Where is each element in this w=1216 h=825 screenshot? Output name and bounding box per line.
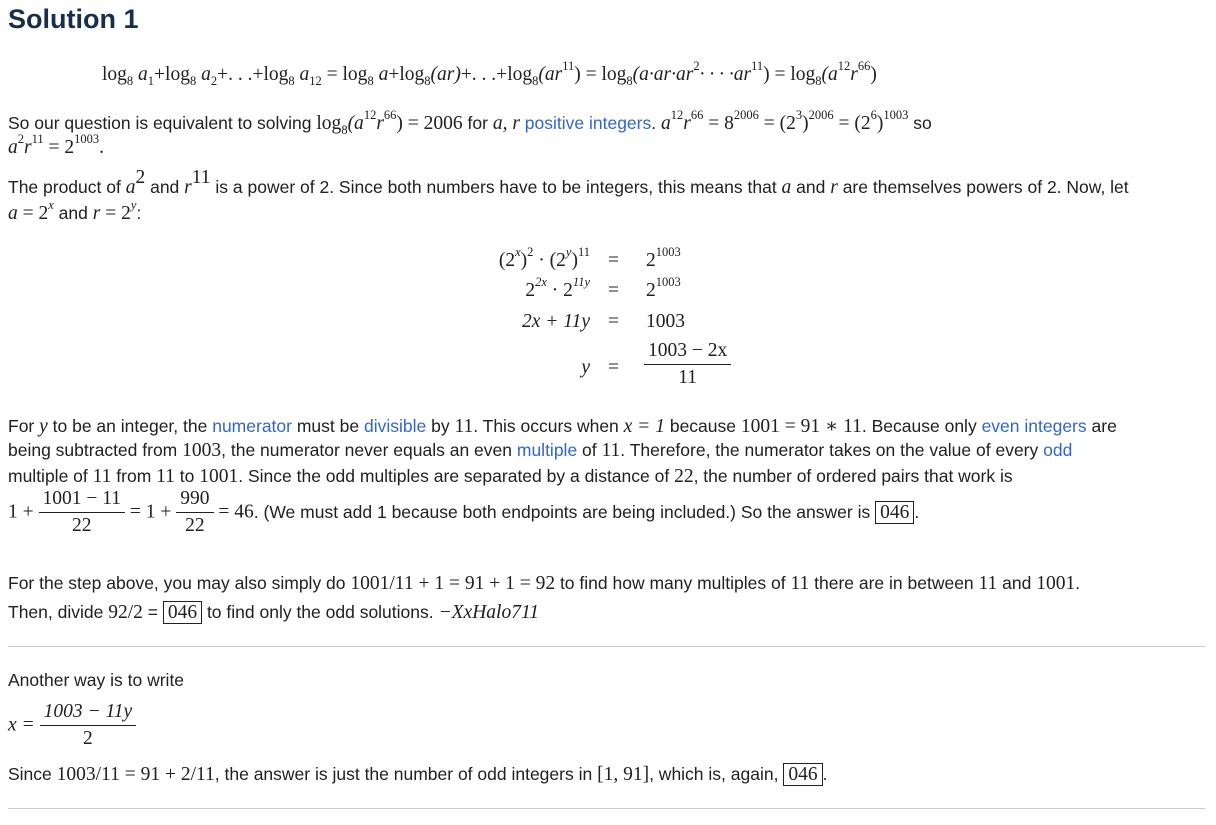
paragraph-since: Since 1003/11 = 91 + 2/11, the answer is just the number of odd integers in [1, 91], which is, again, 046 . xyxy=(8,764,828,785)
section-heading: Solution 1 xyxy=(8,4,139,34)
equation-a2r11: $a^2r^{11} = 2^{1003}$. xyxy=(8,131,105,158)
answer-box: 046 xyxy=(783,763,822,786)
paragraph-alternative-step: For the step above, you may also simply do 1001/11 + 1 = 91 + 1 = 92 to find how many multiples of 11 there are in between 11 and 1001. xyxy=(8,573,1081,594)
paragraph-alternative-line2: Then, divide 92/2 = 046 to find only the odd solutions. −XxHalo711 xyxy=(8,602,540,623)
link-even-integers[interactable]: even integers xyxy=(981,416,1087,436)
align-row3-eq: = xyxy=(608,311,619,332)
log-sum-equation: $\log_8 a_1+\log_8$ $a_2+$. . $.+\log_8$ $a_{12} = \log_8 a+\log_8(ar)+$. . $.+\log_8(ar^{11}) = \log_8(a\cdot ar\cdot ar^2\cdot$ · · $\cdot ar^{11}) = \log_8(a^{12}r^{66})$ xyxy=(102,58,877,88)
paragraph-integer-line4: 1 + $\frac{1001 - 11}{22}$ = 1 + $\frac{990}{22}$ = 46. (We must add 1 because both endpoints are being included.) So the answer is 046 . xyxy=(8,488,920,536)
align-row1-left: $(2^x)^2 \cdot (2^y)^{11}$ xyxy=(498,244,590,271)
align-row2-right: $2^{1003}$ xyxy=(646,274,681,301)
link-odd[interactable]: odd xyxy=(1043,440,1073,460)
answer-box: 046 xyxy=(875,501,914,524)
link-positive-integers[interactable]: positive integers xyxy=(524,113,652,133)
link-divisible[interactable]: divisible xyxy=(363,416,427,436)
paragraph-another-way: Another way is to write xyxy=(8,670,185,690)
paragraph-integer-line2: being subtracted from 1003, the numerator never equals an even multiple of 11. Therefore, the numerator takes on the value of every odd xyxy=(8,440,1073,461)
link-multiple[interactable]: multiple xyxy=(516,440,578,460)
fraction-y: $\frac{1003 - 2x}{11}$ xyxy=(644,338,731,391)
align-row3-right: 1003 xyxy=(646,311,685,332)
align-row4-eq: = xyxy=(608,357,619,378)
align-row3-left: 2x + 11y xyxy=(521,311,590,332)
link-numerator[interactable]: numerator xyxy=(212,416,292,436)
answer-box: 046 xyxy=(163,601,202,624)
align-row2-eq: = xyxy=(608,280,619,301)
paragraph-powers-of-two: The product of $a^2$ and $r^{11}$ is a power of 2. Since both numbers have to be integers, this means that a and r are themselves powers of 2. Now, let xyxy=(8,167,1129,198)
paragraph-integer-line3: multiple of 11 from 11 to 1001. Since the odd multiples are separated by a distance of 22, the number of ordered pairs that work is xyxy=(8,466,1013,487)
let-definitions: $a = 2^x$ and $r = 2^y$: xyxy=(8,197,142,224)
align-row4-left: y xyxy=(581,357,590,378)
align-row1-eq: = xyxy=(608,250,619,271)
paragraph-equivalence: So our question is equivalent to solving $\log_8(a^{12}r^{66}) = 2006$ for a, r positive integers. $a^{12}r^{66} = 8^{2006} = (2^3)^{2006} = (2^6)^{1003}$ so xyxy=(8,107,932,137)
paragraph-integer-condition: For y to be an integer, the numerator must be divisible by 11. This occurs when x = 1 because 1001 = 91 ∗ 11. Because only even integers are xyxy=(8,416,1117,437)
divider xyxy=(8,808,1205,809)
author-signature: −XxHalo711 xyxy=(438,602,540,623)
divider xyxy=(8,646,1205,647)
align-row2-left: $2^{2x} \cdot 2^{11y}$ xyxy=(525,274,590,301)
equation-x: x = $\frac{1003 - 11y}{2}$ xyxy=(8,699,136,752)
align-row1-right: $2^{1003}$ xyxy=(646,244,681,271)
